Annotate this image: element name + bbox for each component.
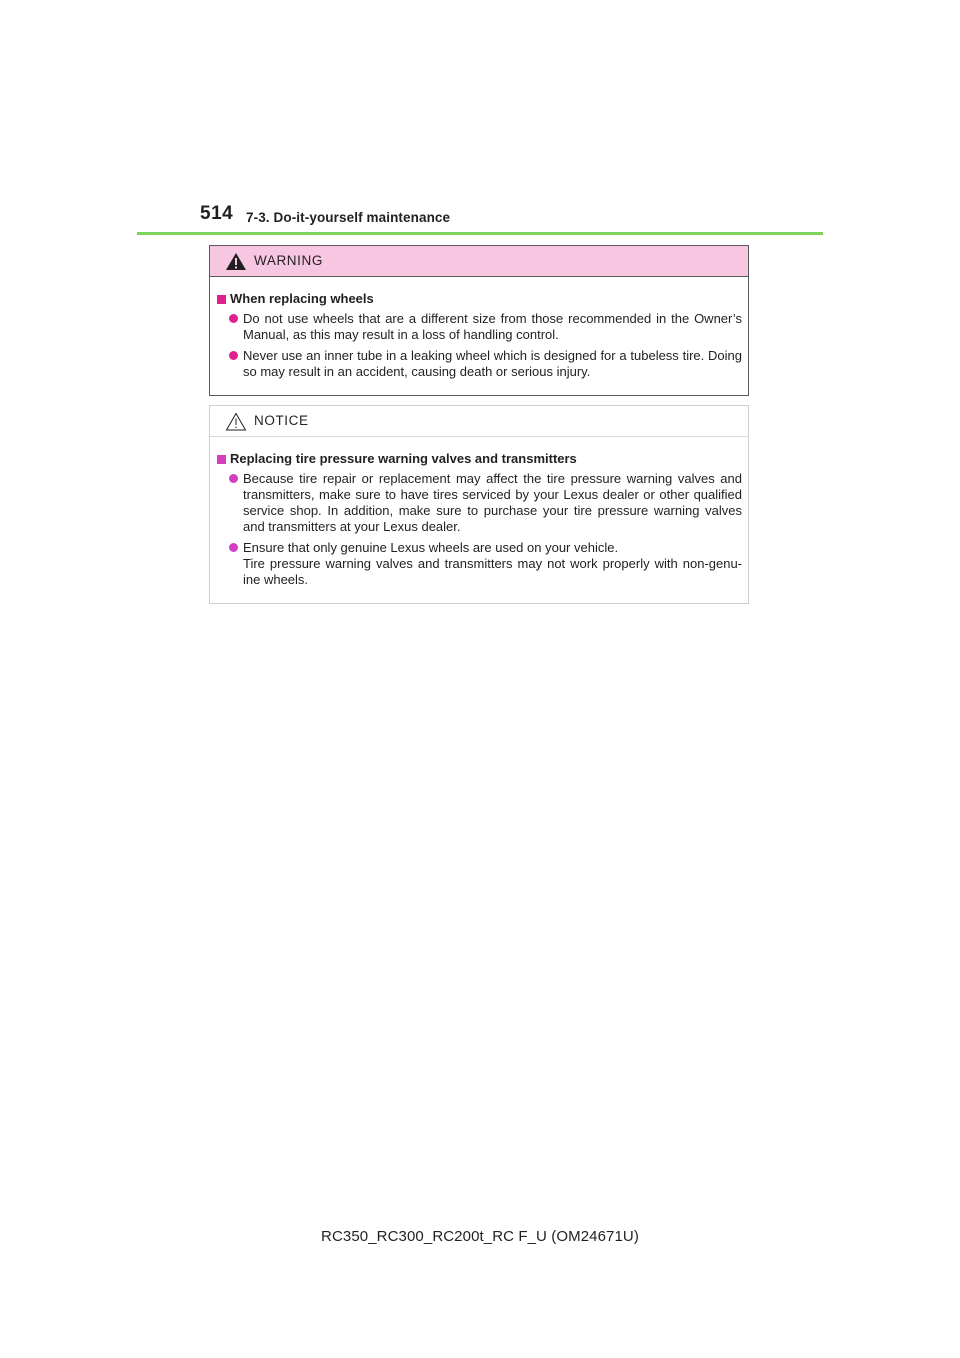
section-title: 7-3. Do-it-yourself maintenance [246, 210, 451, 225]
header-rule [137, 232, 823, 235]
square-bullet-icon [217, 455, 226, 464]
warning-triangle-icon [225, 252, 247, 271]
warning-item-text: Do not use wheels that are a different size from those recommended in the Owner’s Manual, as this may result in a loss of handling control. [243, 311, 742, 342]
notice-body [210, 437, 748, 588]
notice-box [209, 405, 749, 604]
page-number: 514 [200, 203, 234, 224]
notice-item-text: Because tire repair or replacement may affect the tire pressure warning valves and transmitters, make sure to have tires serviced by your Lexus dealer or other qualified service shop. In addition, make sure to purchase your tire pressure warning valves and transmitters at your Lexus dealer. [243, 471, 742, 534]
notice-subheading [217, 450, 742, 467]
round-bullet-icon [229, 474, 238, 483]
round-bullet-icon [229, 351, 238, 360]
warning-subheading-text: When replacing wheels [230, 291, 374, 306]
warning-subheading [217, 290, 742, 307]
warning-body [210, 277, 748, 380]
round-bullet-icon [229, 314, 238, 323]
warning-box [209, 245, 749, 396]
notice-label: NOTICE [254, 413, 309, 428]
notice-subheading-text: Replacing tire pressure warning valves and transmitters [230, 451, 577, 466]
warning-item [217, 348, 742, 380]
notice-item [217, 540, 742, 588]
notice-header [210, 406, 748, 437]
footer-model-code: RC350_RC300_RC200t_RC F_U (OM24671U) [321, 1228, 639, 1245]
round-bullet-icon [229, 543, 238, 552]
notice-item [217, 471, 742, 535]
warning-label: WARNING [254, 253, 323, 268]
warning-item-text: Never use an inner tube in a leaking wheel which is designed for a tubeless tire. Doing so may result in an accident, causing death or serious injury. [243, 348, 742, 379]
warning-header [210, 246, 748, 277]
notice-item-text: Ensure that only genuine Lexus wheels are used on your vehicle. Tire pressure warning valves and transmitters may not work properly with non-genu-ine wheels. [243, 540, 742, 587]
warning-item [217, 311, 742, 343]
square-bullet-icon [217, 295, 226, 304]
caution-triangle-outline-icon [225, 412, 247, 431]
